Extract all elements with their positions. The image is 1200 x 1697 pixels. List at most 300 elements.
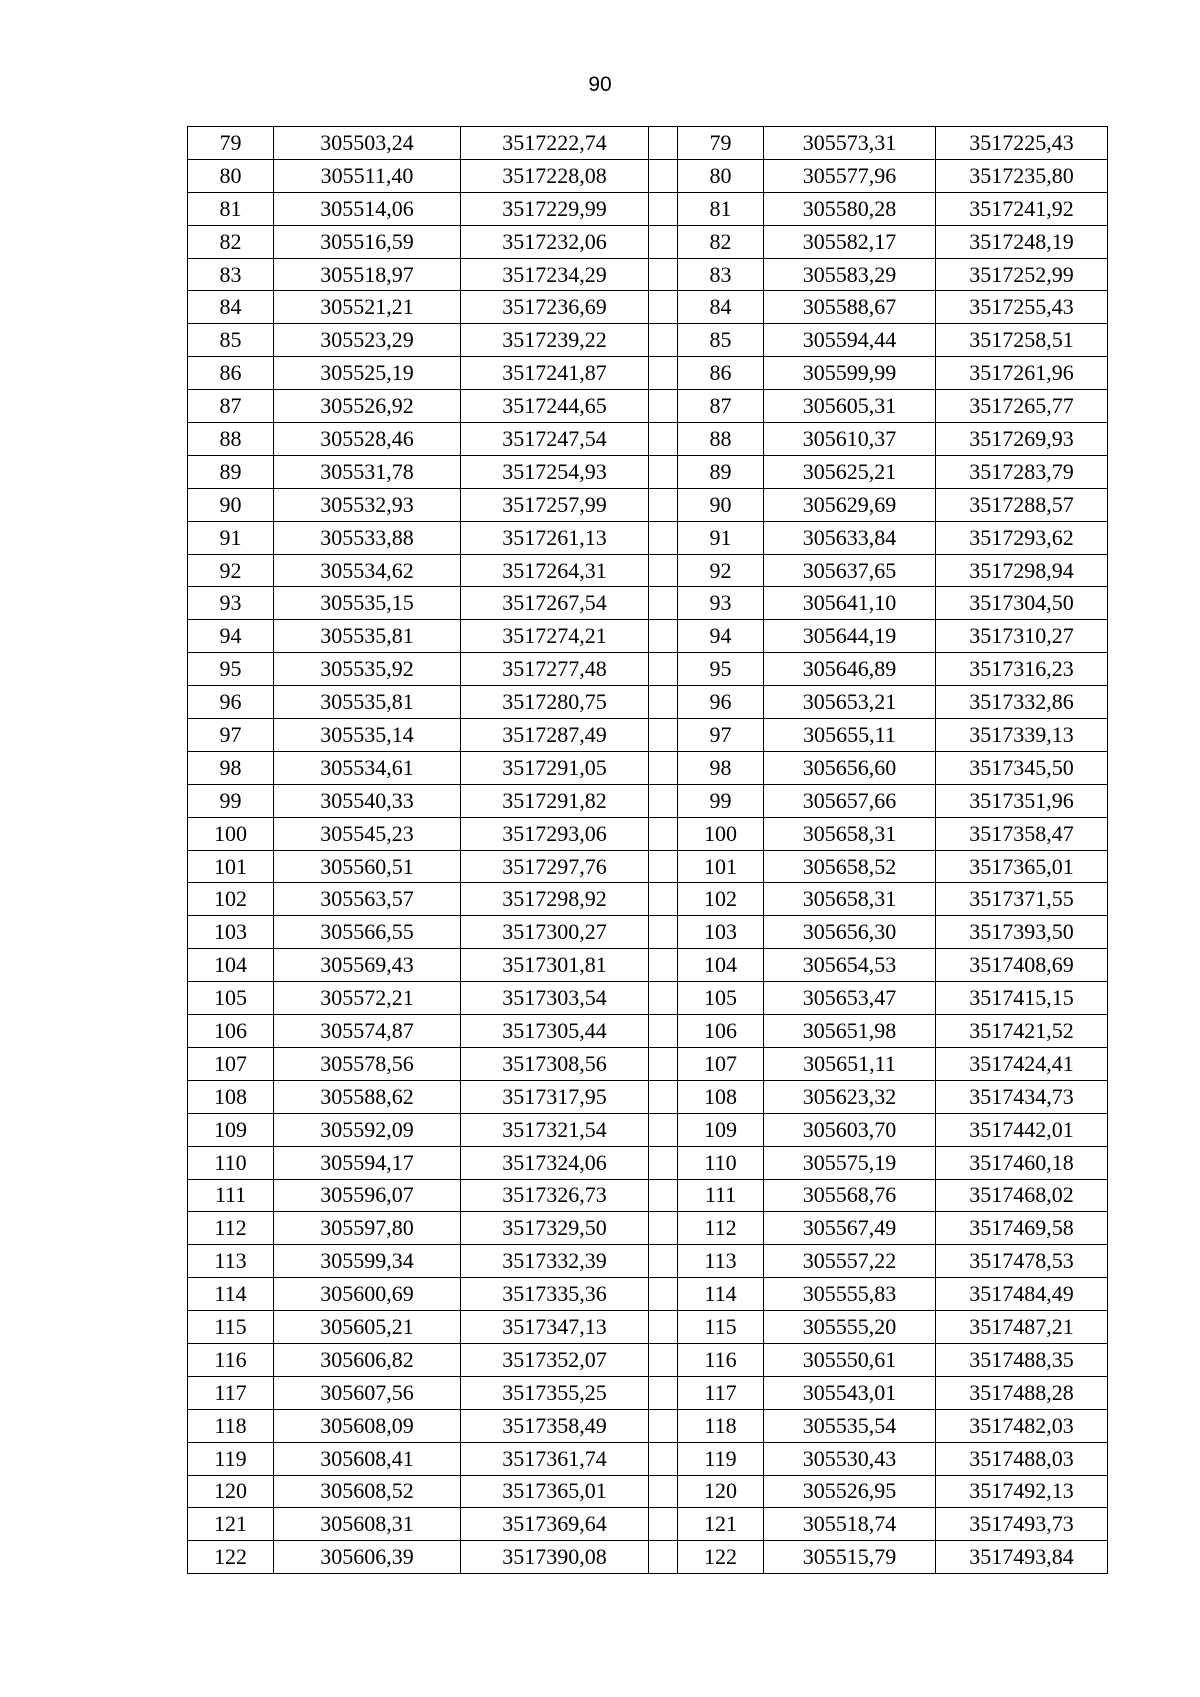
right-x-coordinate-cell: 305637,65 (764, 554, 936, 587)
right-x-coordinate-cell: 305594,44 (764, 324, 936, 357)
left-point-number-cell: 86 (188, 357, 274, 390)
right-x-coordinate-cell: 305555,20 (764, 1311, 936, 1344)
right-x-coordinate-cell: 305625,21 (764, 455, 936, 488)
table-row (188, 291, 1108, 324)
left-point-number-cell: 84 (188, 291, 274, 324)
left-x-coordinate-cell: 305518,97 (274, 258, 461, 291)
separator-cell (649, 1015, 678, 1048)
separator-cell (649, 1442, 678, 1475)
left-point-number-cell: 120 (188, 1475, 274, 1508)
left-y-coordinate-cell: 3517305,44 (461, 1015, 649, 1048)
left-x-coordinate-cell: 305599,34 (274, 1245, 461, 1278)
right-point-number-cell: 96 (678, 686, 764, 719)
separator-cell (649, 850, 678, 883)
coordinates-table (187, 126, 1108, 1574)
right-y-coordinate-cell: 3517241,92 (936, 192, 1108, 225)
table-row (188, 127, 1108, 160)
left-x-coordinate-cell: 305535,15 (274, 587, 461, 620)
left-y-coordinate-cell: 3517332,39 (461, 1245, 649, 1278)
left-y-coordinate-cell: 3517241,87 (461, 357, 649, 390)
right-point-number-cell: 97 (678, 719, 764, 752)
left-y-coordinate-cell: 3517303,54 (461, 982, 649, 1015)
table-row (188, 982, 1108, 1015)
separator-cell (649, 883, 678, 916)
right-x-coordinate-cell: 305658,31 (764, 883, 936, 916)
separator-cell (649, 620, 678, 653)
left-point-number-cell: 116 (188, 1343, 274, 1376)
left-point-number-cell: 88 (188, 423, 274, 456)
right-y-coordinate-cell: 3517283,79 (936, 455, 1108, 488)
left-point-number-cell: 108 (188, 1080, 274, 1113)
separator-cell (649, 488, 678, 521)
right-y-coordinate-cell: 3517421,52 (936, 1015, 1108, 1048)
separator-cell (649, 1245, 678, 1278)
left-y-coordinate-cell: 3517361,74 (461, 1442, 649, 1475)
right-point-number-cell: 93 (678, 587, 764, 620)
left-x-coordinate-cell: 305503,24 (274, 127, 461, 160)
left-y-coordinate-cell: 3517247,54 (461, 423, 649, 456)
right-y-coordinate-cell: 3517492,13 (936, 1475, 1108, 1508)
right-x-coordinate-cell: 305653,47 (764, 982, 936, 1015)
right-y-coordinate-cell: 3517265,77 (936, 390, 1108, 423)
table-row (188, 949, 1108, 982)
right-x-coordinate-cell: 305555,83 (764, 1278, 936, 1311)
right-point-number-cell: 114 (678, 1278, 764, 1311)
right-x-coordinate-cell: 305530,43 (764, 1442, 936, 1475)
right-point-number-cell: 90 (678, 488, 764, 521)
left-y-coordinate-cell: 3517264,31 (461, 554, 649, 587)
right-point-number-cell: 113 (678, 1245, 764, 1278)
left-x-coordinate-cell: 305535,92 (274, 653, 461, 686)
left-x-coordinate-cell: 305511,40 (274, 159, 461, 192)
left-x-coordinate-cell: 305526,92 (274, 390, 461, 423)
left-point-number-cell: 121 (188, 1508, 274, 1541)
right-point-number-cell: 98 (678, 751, 764, 784)
right-point-number-cell: 100 (678, 817, 764, 850)
left-x-coordinate-cell: 305533,88 (274, 521, 461, 554)
right-x-coordinate-cell: 305588,67 (764, 291, 936, 324)
table-row (188, 1475, 1108, 1508)
right-y-coordinate-cell: 3517304,50 (936, 587, 1108, 620)
right-x-coordinate-cell: 305656,60 (764, 751, 936, 784)
table-row (188, 357, 1108, 390)
right-point-number-cell: 81 (678, 192, 764, 225)
right-y-coordinate-cell: 3517351,96 (936, 784, 1108, 817)
right-y-coordinate-cell: 3517339,13 (936, 719, 1108, 752)
right-point-number-cell: 87 (678, 390, 764, 423)
right-x-coordinate-cell: 305657,66 (764, 784, 936, 817)
left-point-number-cell: 117 (188, 1376, 274, 1409)
left-point-number-cell: 80 (188, 159, 274, 192)
right-y-coordinate-cell: 3517442,01 (936, 1113, 1108, 1146)
left-x-coordinate-cell: 305574,87 (274, 1015, 461, 1048)
right-point-number-cell: 112 (678, 1212, 764, 1245)
right-point-number-cell: 88 (678, 423, 764, 456)
separator-cell (649, 916, 678, 949)
left-y-coordinate-cell: 3517229,99 (461, 192, 649, 225)
left-point-number-cell: 85 (188, 324, 274, 357)
left-y-coordinate-cell: 3517365,01 (461, 1475, 649, 1508)
right-point-number-cell: 104 (678, 949, 764, 982)
left-y-coordinate-cell: 3517324,06 (461, 1146, 649, 1179)
table-row (188, 1409, 1108, 1442)
separator-cell (649, 192, 678, 225)
left-y-coordinate-cell: 3517329,50 (461, 1212, 649, 1245)
table-row (188, 1212, 1108, 1245)
right-point-number-cell: 86 (678, 357, 764, 390)
left-x-coordinate-cell: 305569,43 (274, 949, 461, 982)
separator-cell (649, 653, 678, 686)
table-row (188, 1113, 1108, 1146)
left-x-coordinate-cell: 305535,81 (274, 620, 461, 653)
separator-cell (649, 1541, 678, 1574)
right-x-coordinate-cell: 305605,31 (764, 390, 936, 423)
separator-cell (649, 521, 678, 554)
table-row (188, 1047, 1108, 1080)
right-y-coordinate-cell: 3517269,93 (936, 423, 1108, 456)
left-point-number-cell: 109 (188, 1113, 274, 1146)
right-x-coordinate-cell: 305629,69 (764, 488, 936, 521)
right-x-coordinate-cell: 305654,53 (764, 949, 936, 982)
right-point-number-cell: 110 (678, 1146, 764, 1179)
left-point-number-cell: 102 (188, 883, 274, 916)
left-x-coordinate-cell: 305588,62 (274, 1080, 461, 1113)
separator-cell (649, 1278, 678, 1311)
right-y-coordinate-cell: 3517252,99 (936, 258, 1108, 291)
separator-cell (649, 159, 678, 192)
right-point-number-cell: 85 (678, 324, 764, 357)
left-point-number-cell: 114 (188, 1278, 274, 1311)
left-y-coordinate-cell: 3517291,82 (461, 784, 649, 817)
right-x-coordinate-cell: 305515,79 (764, 1541, 936, 1574)
left-x-coordinate-cell: 305594,17 (274, 1146, 461, 1179)
left-y-coordinate-cell: 3517287,49 (461, 719, 649, 752)
left-point-number-cell: 103 (188, 916, 274, 949)
right-point-number-cell: 83 (678, 258, 764, 291)
right-point-number-cell: 84 (678, 291, 764, 324)
left-point-number-cell: 101 (188, 850, 274, 883)
left-y-coordinate-cell: 3517239,22 (461, 324, 649, 357)
right-x-coordinate-cell: 305583,29 (764, 258, 936, 291)
separator-cell (649, 1179, 678, 1212)
table-row (188, 1343, 1108, 1376)
right-point-number-cell: 118 (678, 1409, 764, 1442)
table-row (188, 1179, 1108, 1212)
left-y-coordinate-cell: 3517274,21 (461, 620, 649, 653)
left-point-number-cell: 100 (188, 817, 274, 850)
left-point-number-cell: 83 (188, 258, 274, 291)
right-y-coordinate-cell: 3517460,18 (936, 1146, 1108, 1179)
right-x-coordinate-cell: 305623,32 (764, 1080, 936, 1113)
right-x-coordinate-cell: 305518,74 (764, 1508, 936, 1541)
separator-cell (649, 686, 678, 719)
table-row (188, 488, 1108, 521)
right-x-coordinate-cell: 305557,22 (764, 1245, 936, 1278)
separator-cell (649, 554, 678, 587)
right-x-coordinate-cell: 305651,11 (764, 1047, 936, 1080)
right-point-number-cell: 106 (678, 1015, 764, 1048)
right-x-coordinate-cell: 305580,28 (764, 192, 936, 225)
separator-cell (649, 455, 678, 488)
left-point-number-cell: 93 (188, 587, 274, 620)
right-y-coordinate-cell: 3517415,15 (936, 982, 1108, 1015)
left-x-coordinate-cell: 305605,21 (274, 1311, 461, 1344)
right-y-coordinate-cell: 3517288,57 (936, 488, 1108, 521)
table-row (188, 719, 1108, 752)
table-row (188, 455, 1108, 488)
left-point-number-cell: 90 (188, 488, 274, 521)
right-y-coordinate-cell: 3517371,55 (936, 883, 1108, 916)
left-point-number-cell: 107 (188, 1047, 274, 1080)
left-y-coordinate-cell: 3517326,73 (461, 1179, 649, 1212)
table-row (188, 1376, 1108, 1409)
separator-cell (649, 817, 678, 850)
right-x-coordinate-cell: 305599,99 (764, 357, 936, 390)
separator-cell (649, 225, 678, 258)
separator-cell (649, 1146, 678, 1179)
right-y-coordinate-cell: 3517468,02 (936, 1179, 1108, 1212)
left-x-coordinate-cell: 305525,19 (274, 357, 461, 390)
right-x-coordinate-cell: 305655,11 (764, 719, 936, 752)
separator-cell (649, 1409, 678, 1442)
right-point-number-cell: 103 (678, 916, 764, 949)
separator-cell (649, 719, 678, 752)
table-row (188, 850, 1108, 883)
left-point-number-cell: 92 (188, 554, 274, 587)
right-y-coordinate-cell: 3517487,21 (936, 1311, 1108, 1344)
right-y-coordinate-cell: 3517488,35 (936, 1343, 1108, 1376)
right-point-number-cell: 117 (678, 1376, 764, 1409)
table-row (188, 390, 1108, 423)
left-point-number-cell: 79 (188, 127, 274, 160)
left-point-number-cell: 94 (188, 620, 274, 653)
right-x-coordinate-cell: 305651,98 (764, 1015, 936, 1048)
left-x-coordinate-cell: 305540,33 (274, 784, 461, 817)
left-y-coordinate-cell: 3517352,07 (461, 1343, 649, 1376)
right-x-coordinate-cell: 305568,76 (764, 1179, 936, 1212)
left-point-number-cell: 119 (188, 1442, 274, 1475)
left-x-coordinate-cell: 305545,23 (274, 817, 461, 850)
table-row (188, 1442, 1108, 1475)
separator-cell (649, 1475, 678, 1508)
right-point-number-cell: 94 (678, 620, 764, 653)
table-row (188, 324, 1108, 357)
right-y-coordinate-cell: 3517225,43 (936, 127, 1108, 160)
left-y-coordinate-cell: 3517291,05 (461, 751, 649, 784)
left-y-coordinate-cell: 3517267,54 (461, 587, 649, 620)
table-row (188, 1311, 1108, 1344)
right-y-coordinate-cell: 3517248,19 (936, 225, 1108, 258)
left-y-coordinate-cell: 3517234,29 (461, 258, 649, 291)
left-x-coordinate-cell: 305560,51 (274, 850, 461, 883)
left-y-coordinate-cell: 3517298,92 (461, 883, 649, 916)
right-y-coordinate-cell: 3517332,86 (936, 686, 1108, 719)
right-y-coordinate-cell: 3517345,50 (936, 751, 1108, 784)
table-row (188, 1508, 1108, 1541)
left-y-coordinate-cell: 3517228,08 (461, 159, 649, 192)
left-y-coordinate-cell: 3517347,13 (461, 1311, 649, 1344)
right-y-coordinate-cell: 3517255,43 (936, 291, 1108, 324)
left-x-coordinate-cell: 305596,07 (274, 1179, 461, 1212)
left-point-number-cell: 106 (188, 1015, 274, 1048)
left-y-coordinate-cell: 3517335,36 (461, 1278, 649, 1311)
left-x-coordinate-cell: 305608,31 (274, 1508, 461, 1541)
left-y-coordinate-cell: 3517232,06 (461, 225, 649, 258)
left-x-coordinate-cell: 305534,61 (274, 751, 461, 784)
left-x-coordinate-cell: 305528,46 (274, 423, 461, 456)
right-x-coordinate-cell: 305526,95 (764, 1475, 936, 1508)
left-x-coordinate-cell: 305532,93 (274, 488, 461, 521)
separator-cell (649, 324, 678, 357)
left-x-coordinate-cell: 305606,82 (274, 1343, 461, 1376)
left-point-number-cell: 98 (188, 751, 274, 784)
left-x-coordinate-cell: 305516,59 (274, 225, 461, 258)
right-point-number-cell: 79 (678, 127, 764, 160)
left-y-coordinate-cell: 3517390,08 (461, 1541, 649, 1574)
right-point-number-cell: 101 (678, 850, 764, 883)
left-y-coordinate-cell: 3517280,75 (461, 686, 649, 719)
separator-cell (649, 127, 678, 160)
separator-cell (649, 784, 678, 817)
left-point-number-cell: 96 (188, 686, 274, 719)
left-point-number-cell: 87 (188, 390, 274, 423)
right-x-coordinate-cell: 305603,70 (764, 1113, 936, 1146)
right-x-coordinate-cell: 305535,54 (764, 1409, 936, 1442)
right-y-coordinate-cell: 3517408,69 (936, 949, 1108, 982)
table-row (188, 784, 1108, 817)
left-y-coordinate-cell: 3517308,56 (461, 1047, 649, 1080)
left-y-coordinate-cell: 3517257,99 (461, 488, 649, 521)
separator-cell (649, 587, 678, 620)
left-x-coordinate-cell: 305535,81 (274, 686, 461, 719)
left-x-coordinate-cell: 305592,09 (274, 1113, 461, 1146)
table-row (188, 554, 1108, 587)
right-point-number-cell: 91 (678, 521, 764, 554)
left-point-number-cell: 99 (188, 784, 274, 817)
table-row (188, 1146, 1108, 1179)
left-y-coordinate-cell: 3517358,49 (461, 1409, 649, 1442)
left-point-number-cell: 122 (188, 1541, 274, 1574)
table-row (188, 1278, 1108, 1311)
left-y-coordinate-cell: 3517300,27 (461, 916, 649, 949)
right-x-coordinate-cell: 305543,01 (764, 1376, 936, 1409)
right-y-coordinate-cell: 3517235,80 (936, 159, 1108, 192)
left-point-number-cell: 110 (188, 1146, 274, 1179)
left-point-number-cell: 115 (188, 1311, 274, 1344)
right-x-coordinate-cell: 305633,84 (764, 521, 936, 554)
page-number: 90 (588, 73, 612, 96)
right-y-coordinate-cell: 3517493,84 (936, 1541, 1108, 1574)
right-x-coordinate-cell: 305577,96 (764, 159, 936, 192)
table-row (188, 1245, 1108, 1278)
right-point-number-cell: 105 (678, 982, 764, 1015)
right-x-coordinate-cell: 305656,30 (764, 916, 936, 949)
left-y-coordinate-cell: 3517293,06 (461, 817, 649, 850)
right-x-coordinate-cell: 305573,31 (764, 127, 936, 160)
left-x-coordinate-cell: 305535,14 (274, 719, 461, 752)
right-y-coordinate-cell: 3517298,94 (936, 554, 1108, 587)
right-y-coordinate-cell: 3517358,47 (936, 817, 1108, 850)
right-point-number-cell: 80 (678, 159, 764, 192)
right-x-coordinate-cell: 305658,52 (764, 850, 936, 883)
left-x-coordinate-cell: 305563,57 (274, 883, 461, 916)
separator-cell (649, 1212, 678, 1245)
right-x-coordinate-cell: 305658,31 (764, 817, 936, 850)
right-y-coordinate-cell: 3517258,51 (936, 324, 1108, 357)
coordinates-table-body (188, 127, 1108, 1574)
left-x-coordinate-cell: 305600,69 (274, 1278, 461, 1311)
right-y-coordinate-cell: 3517478,53 (936, 1245, 1108, 1278)
table-row (188, 225, 1108, 258)
left-x-coordinate-cell: 305597,80 (274, 1212, 461, 1245)
table-row (188, 423, 1108, 456)
right-y-coordinate-cell: 3517393,50 (936, 916, 1108, 949)
separator-cell (649, 1080, 678, 1113)
right-point-number-cell: 82 (678, 225, 764, 258)
right-y-coordinate-cell: 3517365,01 (936, 850, 1108, 883)
right-point-number-cell: 92 (678, 554, 764, 587)
table-row (188, 916, 1108, 949)
left-x-coordinate-cell: 305606,39 (274, 1541, 461, 1574)
left-point-number-cell: 95 (188, 653, 274, 686)
left-point-number-cell: 105 (188, 982, 274, 1015)
right-point-number-cell: 120 (678, 1475, 764, 1508)
left-y-coordinate-cell: 3517355,25 (461, 1376, 649, 1409)
left-y-coordinate-cell: 3517297,76 (461, 850, 649, 883)
separator-cell (649, 1311, 678, 1344)
right-point-number-cell: 109 (678, 1113, 764, 1146)
left-x-coordinate-cell: 305572,21 (274, 982, 461, 1015)
separator-cell (649, 258, 678, 291)
table-row (188, 521, 1108, 554)
right-y-coordinate-cell: 3517482,03 (936, 1409, 1108, 1442)
right-x-coordinate-cell: 305582,17 (764, 225, 936, 258)
right-y-coordinate-cell: 3517261,96 (936, 357, 1108, 390)
table-row (188, 1541, 1108, 1574)
left-point-number-cell: 112 (188, 1212, 274, 1245)
left-point-number-cell: 82 (188, 225, 274, 258)
table-row (188, 1080, 1108, 1113)
separator-cell (649, 291, 678, 324)
right-point-number-cell: 108 (678, 1080, 764, 1113)
right-x-coordinate-cell: 305575,19 (764, 1146, 936, 1179)
right-y-coordinate-cell: 3517469,58 (936, 1212, 1108, 1245)
separator-cell (649, 1376, 678, 1409)
left-point-number-cell: 104 (188, 949, 274, 982)
separator-cell (649, 949, 678, 982)
separator-cell (649, 390, 678, 423)
separator-cell (649, 1508, 678, 1541)
left-x-coordinate-cell: 305514,06 (274, 192, 461, 225)
table-row (188, 620, 1108, 653)
right-point-number-cell: 95 (678, 653, 764, 686)
left-y-coordinate-cell: 3517277,48 (461, 653, 649, 686)
right-y-coordinate-cell: 3517293,62 (936, 521, 1108, 554)
table-row (188, 686, 1108, 719)
table-row (188, 587, 1108, 620)
right-x-coordinate-cell: 305550,61 (764, 1343, 936, 1376)
left-y-coordinate-cell: 3517317,95 (461, 1080, 649, 1113)
separator-cell (649, 982, 678, 1015)
right-point-number-cell: 116 (678, 1343, 764, 1376)
left-y-coordinate-cell: 3517254,93 (461, 455, 649, 488)
right-point-number-cell: 121 (678, 1508, 764, 1541)
separator-cell (649, 1047, 678, 1080)
right-point-number-cell: 119 (678, 1442, 764, 1475)
left-point-number-cell: 97 (188, 719, 274, 752)
right-point-number-cell: 111 (678, 1179, 764, 1212)
left-y-coordinate-cell: 3517301,81 (461, 949, 649, 982)
